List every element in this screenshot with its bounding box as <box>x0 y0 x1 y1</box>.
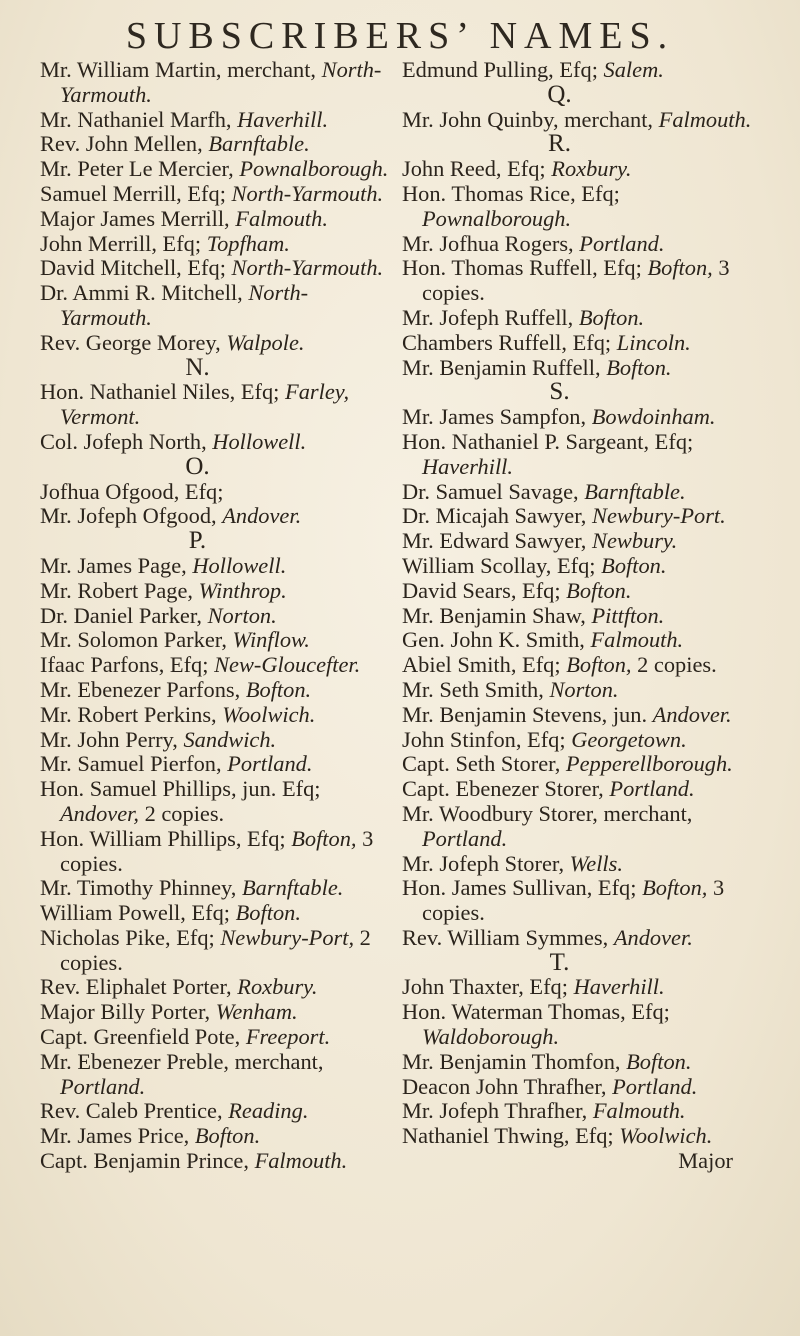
section-letter: O. <box>185 452 210 480</box>
subscriber-entry <box>402 182 757 232</box>
subscriber-name: Mr. Ebenezer Parfons, <box>40 676 241 702</box>
subscriber-name: Mr. Benjamin Stevens, jun. <box>402 701 648 727</box>
subscriber-place: Bofton, <box>566 652 632 678</box>
subscriber-place: Walpole. <box>226 329 305 355</box>
subscriber-name: Chambers Ruffell, Efq; <box>402 329 612 355</box>
subscriber-name: John Merrill, Efq; <box>40 230 202 256</box>
subscriber-copies: 2 copies. <box>138 800 225 826</box>
subscriber-name: David Sears, Efq; <box>402 577 561 603</box>
subscriber-place: Newbury-Port, <box>220 924 355 950</box>
subscriber-name: Mr. James Page, <box>40 552 187 578</box>
subscriber-place: Haverhill. <box>573 974 665 1000</box>
subscriber-entry <box>402 728 757 753</box>
subscriber-place: Freeport. <box>245 1024 331 1050</box>
subscriber-entry <box>40 1000 395 1025</box>
subscriber-entry <box>402 232 757 257</box>
subscriber-place: Georgetown. <box>571 726 687 752</box>
section-letter: T. <box>549 948 570 976</box>
subscriber-name: Capt. Ebenezer Storer, <box>402 776 604 802</box>
subscriber-name: Rev. George Morey, <box>40 329 221 355</box>
subscriber-entry <box>40 132 395 157</box>
subscriber-place: Bofton, <box>642 875 708 901</box>
subscriber-place: Reading. <box>228 1098 309 1124</box>
subscriber-name: Mr. Samuel Pierfon, <box>40 751 222 777</box>
subscriber-place: Portland. <box>227 751 313 777</box>
subscriber-entry <box>402 405 757 430</box>
subscriber-name: Mr. Jofeph Ofgood, <box>40 503 217 529</box>
subscriber-entry <box>40 579 395 604</box>
subscriber-place: Falmouth. <box>658 106 752 132</box>
subscriber-entry <box>402 752 757 777</box>
subscriber-place: Falmouth. <box>592 1098 686 1124</box>
subscriber-copies: 3 copies. <box>422 255 730 306</box>
subscriber-name: Hon. Thomas Rice, Efq; <box>402 180 620 206</box>
subscriber-place: North-Yarmouth. <box>60 280 309 330</box>
subscriber-entry <box>40 58 395 108</box>
subscriber-name: Rev. John Mellen, <box>40 131 203 157</box>
subscriber-entry <box>402 256 757 306</box>
subscriber-place: New-Gloucefter. <box>214 652 361 678</box>
subscriber-name: Hon. Nathaniel Niles, Efq; <box>40 379 280 405</box>
subscriber-name: Mr. Jofeph Storer, <box>402 850 565 876</box>
subscriber-entry <box>40 975 395 1000</box>
subscriber-entry <box>40 628 395 653</box>
subscriber-place: Waldoborough. <box>422 1024 560 1050</box>
heading-text: SUBSCRIBERS’ NAMES. <box>125 15 675 57</box>
subscriber-name: Mr. Edward Sawyer, <box>402 528 587 554</box>
subscriber-place: Pownalborough. <box>422 205 572 231</box>
subscriber-name: Hon. Waterman Thomas, Efq; <box>402 999 670 1025</box>
subscriber-name: Deacon John Thrafher, <box>402 1073 607 1099</box>
subscriber-name: Mr. James Price, <box>40 1123 190 1149</box>
subscriber-entry <box>402 108 757 133</box>
subscriber-entry <box>40 827 395 877</box>
subscriber-place: Barnftable. <box>242 875 344 901</box>
subscriber-entry <box>402 1099 757 1124</box>
subscriber-name: Hon. Thomas Ruffell, Efq; <box>402 255 642 281</box>
subscriber-name: John Reed, Efq; <box>402 156 546 182</box>
subscriber-place: Roxbury. <box>237 974 318 1000</box>
subscriber-place: Haverhill. <box>422 453 514 479</box>
subscriber-name: Mr. John Quinby, merchant, <box>402 106 654 132</box>
subscriber-place: North-Yarmouth. <box>60 57 382 107</box>
subscriber-entry <box>40 604 395 629</box>
subscriber-entry <box>40 480 395 505</box>
subscriber-name: Major James Merrill, <box>40 205 230 231</box>
subscriber-entry <box>40 256 395 281</box>
subscriber-name: John Stinfon, Efq; <box>402 726 566 752</box>
subscriber-place: Topfham. <box>206 230 290 256</box>
subscriber-name: Mr. William Martin, merchant, <box>40 57 317 82</box>
catchword: Major <box>678 1148 733 1174</box>
subscriber-name: Ifaac Parfons, Efq; <box>40 652 209 678</box>
subscriber-place: Falmouth. <box>254 1148 348 1174</box>
subscriber-place: Bofton. <box>601 552 667 578</box>
section-letter: Q. <box>547 80 572 108</box>
subscriber-place: Bofton. <box>626 1048 692 1074</box>
subscriber-entry <box>40 430 395 455</box>
subscriber-place: Portland. <box>609 776 695 802</box>
subscriber-place: Wenham. <box>215 999 298 1025</box>
subscriber-place: Bofton. <box>566 577 632 603</box>
subscriber-name: Dr. Daniel Parker, <box>40 602 203 628</box>
subscriber-place: Lincoln. <box>616 329 691 355</box>
subscriber-entry <box>40 380 395 430</box>
subscriber-place: Pownalborough. <box>239 156 389 182</box>
subscriber-entry <box>40 1099 395 1124</box>
subscriber-entry <box>40 1149 395 1174</box>
section-letter: R. <box>548 130 571 158</box>
subscriber-name: Dr. Micajah Sawyer, <box>402 503 587 529</box>
subscriber-place: Andover. <box>652 701 732 727</box>
subscriber-name: Mr. Jofeph Ruffell, <box>402 304 574 330</box>
subscriber-entry <box>402 480 757 505</box>
subscriber-place: Falmouth. <box>235 205 328 231</box>
subscriber-entry <box>402 430 757 480</box>
subscriber-name: Mr. Benjamin Ruffell, <box>402 354 601 380</box>
subscriber-name: Capt. Greenfield Pote, <box>40 1024 241 1050</box>
subscriber-place: Bofton. <box>194 1123 261 1149</box>
subscriber-name: Rev. Caleb Prentice, <box>40 1098 223 1124</box>
subscriber-entry <box>40 703 395 728</box>
right-column <box>402 58 757 1174</box>
subscriber-entry <box>402 1075 757 1100</box>
subscriber-place: Bofton. <box>578 304 645 330</box>
subscriber-place: Norton. <box>207 602 277 628</box>
subscriber-entry <box>40 1050 395 1100</box>
subscriber-entry <box>402 1000 757 1050</box>
subscriber-entry <box>40 281 395 331</box>
subscriber-name: William Powell, Efq; <box>40 900 231 926</box>
subscriber-entry <box>402 703 757 728</box>
subscriber-place: Newbury-Port. <box>592 503 726 529</box>
subscriber-place: Portland. <box>612 1073 698 1099</box>
subscriber-entry <box>40 554 395 579</box>
subscriber-place: Portland. <box>60 1073 146 1099</box>
subscriber-name: Mr. Benjamin Thomfon, <box>402 1048 621 1074</box>
subscriber-name: Major Billy Porter, <box>40 999 211 1025</box>
subscriber-entry <box>402 331 757 356</box>
subscriber-name: Mr. Ebenezer Preble, merchant, <box>40 1048 324 1074</box>
subscriber-name: Mr. John Perry, <box>40 726 178 752</box>
subscriber-entry <box>402 1050 757 1075</box>
subscriber-name: Mr. Seth Smith, <box>402 676 544 702</box>
subscriber-place: Bofton. <box>606 354 672 380</box>
subscriber-name: Hon. Samuel Phillips, jun. Efq; <box>40 776 321 802</box>
subscriber-place: Roxbury. <box>551 156 632 182</box>
subscriber-entry <box>402 975 757 1000</box>
subscriber-entry <box>40 876 395 901</box>
subscriber-entry <box>40 157 395 182</box>
subscriber-name: Mr. Jofeph Thrafher, <box>402 1098 588 1124</box>
left-column <box>40 58 395 1174</box>
subscriber-name: Mr. Jofhua Rogers, <box>402 230 574 256</box>
subscriber-name: Rev. William Symmes, <box>402 924 609 950</box>
subscriber-place: Woolwich. <box>222 701 316 727</box>
subscriber-place: North-Yarmouth. <box>231 180 384 206</box>
subscriber-name: Dr. Samuel Savage, <box>402 478 579 504</box>
subscriber-entry <box>402 852 757 877</box>
subscriber-entry <box>402 504 757 529</box>
subscriber-name: Abiel Smith, Efq; <box>402 652 561 678</box>
subscriber-place: Wells. <box>569 850 623 876</box>
section-letter: N. <box>185 353 210 381</box>
subscriber-entry <box>40 752 395 777</box>
subscriber-entry <box>402 356 757 381</box>
subscriber-place: North-Yarmouth. <box>231 255 384 281</box>
subscriber-name: Capt. Seth Storer, <box>402 751 561 777</box>
section-letter: S. <box>549 378 570 406</box>
subscriber-entry <box>402 58 757 83</box>
subscriber-entry <box>402 579 757 604</box>
subscriber-entry <box>402 529 757 554</box>
subscriber-place: Bofton. <box>245 676 312 702</box>
subscriber-name: Mr. Solomon Parker, <box>40 627 227 653</box>
subscriber-copies: 2 copies. <box>60 924 371 975</box>
subscriber-place: Hollowell. <box>212 428 307 454</box>
subscriber-name: Jofhua Ofgood, Efq; <box>40 478 224 504</box>
subscriber-name: Hon. James Sullivan, Efq; <box>402 875 637 901</box>
subscriber-name: Mr. Timothy Phinney, <box>40 875 237 901</box>
subscriber-entry <box>40 901 395 926</box>
subscriber-place: Norton. <box>549 676 619 702</box>
subscriber-entry <box>40 1025 395 1050</box>
subscriber-entry <box>402 653 757 678</box>
section-letter: P. <box>188 527 207 555</box>
subscriber-entry <box>402 604 757 629</box>
subscriber-name: Mr. Woodbury Storer, merchant, <box>402 800 693 826</box>
subscriber-place: Bofton, <box>291 825 357 851</box>
subscriber-name: Mr. Nathaniel Marfh, <box>40 106 232 132</box>
subscriber-name: Mr. Benjamin Shaw, <box>402 602 586 628</box>
subscriber-name: John Thaxter, Efq; <box>402 974 568 1000</box>
subscriber-entry <box>40 678 395 703</box>
subscriber-entry <box>40 331 395 356</box>
subscriber-place: Newbury. <box>592 528 678 554</box>
subscriber-entry <box>40 232 395 257</box>
subscriber-entry <box>40 777 395 827</box>
subscriber-copies: 3 copies. <box>60 825 374 876</box>
subscriber-place: Portland. <box>579 230 665 256</box>
subscriber-entry <box>40 1124 395 1149</box>
subscriber-entry <box>40 504 395 529</box>
subscriber-name: Mr. James Sampfon, <box>402 404 587 430</box>
subscriber-entry <box>402 1124 757 1149</box>
subscriber-name: Hon. William Phillips, Efq; <box>40 825 286 851</box>
subscriber-name: Nathaniel Thwing, Efq; <box>402 1123 614 1149</box>
subscriber-copies: 3 copies. <box>422 875 725 926</box>
subscriber-entry <box>402 306 757 331</box>
subscriber-place: Andover. <box>613 924 693 950</box>
subscriber-name: Edmund Pulling, Efq; <box>402 57 598 82</box>
subscriber-place: Andover. <box>222 503 302 529</box>
subscriber-name: Dr. Ammi R. Mitchell, <box>40 280 243 306</box>
subscriber-place: Winthrop. <box>198 577 287 603</box>
subscriber-name: Capt. Benjamin Prince, <box>40 1148 249 1174</box>
subscriber-name: William Scollay, Efq; <box>402 552 596 578</box>
subscriber-place: Sandwich. <box>183 726 277 752</box>
subscriber-entry <box>40 182 395 207</box>
subscriber-name: Samuel Merrill, Efq; <box>40 180 226 206</box>
subscriber-place: Andover, <box>60 800 139 826</box>
subscriber-name: Mr. Robert Perkins, <box>40 701 217 727</box>
subscriber-name: Gen. John K. Smith, <box>402 627 585 653</box>
subscriber-place: Haverhill. <box>237 106 329 132</box>
subscriber-name: Mr. Robert Page, <box>40 577 193 603</box>
subscriber-entry <box>40 926 395 976</box>
subscriber-name: Mr. Peter Le Mercier, <box>40 156 234 182</box>
subscriber-entry <box>402 777 757 802</box>
subscriber-entry <box>40 653 395 678</box>
subscriber-entry <box>402 678 757 703</box>
subscriber-entry <box>40 728 395 753</box>
subscriber-name: Rev. Eliphalet Porter, <box>40 974 232 1000</box>
subscriber-copies: 2 copies. <box>631 652 717 678</box>
subscriber-place: Falmouth. <box>590 627 684 653</box>
subscriber-place: Woolwich. <box>619 1123 713 1149</box>
subscriber-place: Pittfton. <box>591 602 665 628</box>
subscriber-place: Bowdoinham. <box>591 404 716 430</box>
subscriber-name: Hon. Nathaniel P. Sargeant, Efq; <box>402 428 694 454</box>
subscriber-entry <box>402 876 757 926</box>
subscriber-entry <box>402 554 757 579</box>
subscriber-entry <box>402 802 757 852</box>
subscriber-place: Farley, Vermont. <box>60 379 350 430</box>
subscriber-entry <box>40 207 395 232</box>
subscriber-place: Bofton, <box>647 255 713 281</box>
subscriber-name: David Mitchell, Efq; <box>40 255 226 281</box>
subscriber-entry <box>402 157 757 182</box>
subscriber-entry <box>402 926 757 951</box>
subscriber-place: Salem. <box>603 57 664 82</box>
subscriber-place: Winflow. <box>232 627 310 653</box>
page-heading <box>0 14 800 58</box>
subscriber-entry <box>402 628 757 653</box>
subscriber-name: Nicholas Pike, Efq; <box>40 924 215 950</box>
subscriber-entry <box>40 108 395 133</box>
subscriber-name: Col. Jofeph North, <box>40 428 207 454</box>
subscriber-place: Bofton. <box>235 900 301 926</box>
subscriber-place: Portland. <box>422 825 508 851</box>
subscriber-place: Hollowell. <box>192 552 287 578</box>
subscriber-place: Barnftable. <box>584 478 686 504</box>
subscriber-place: Pepperellborough. <box>565 751 733 777</box>
subscriber-place: Barnftable. <box>208 131 310 157</box>
